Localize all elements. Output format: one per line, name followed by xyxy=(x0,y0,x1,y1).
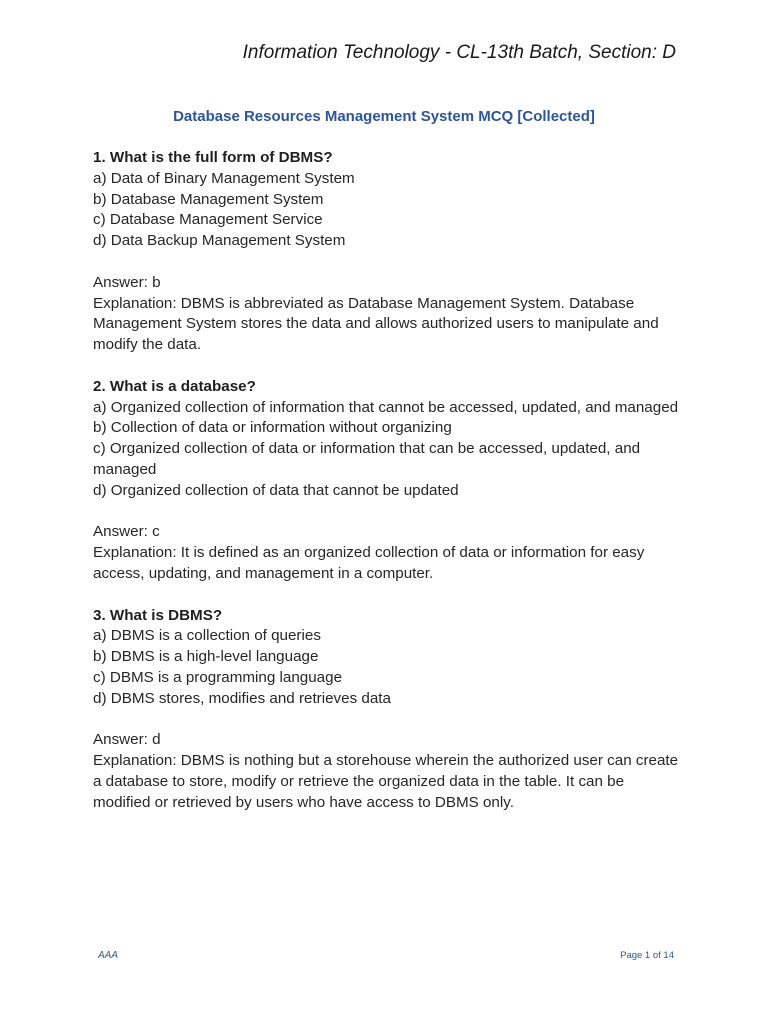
answer-block-1 xyxy=(93,273,681,356)
page-number: Page 1 of 14 xyxy=(620,950,674,961)
question-block-1 xyxy=(93,148,681,252)
footer-label: AAA xyxy=(98,950,119,961)
answer-block-2 xyxy=(93,522,681,584)
option-d: d) DBMS stores, modifies and retrieves data xyxy=(93,689,391,707)
answer-text: Answer: d xyxy=(93,731,161,749)
question-title: 2. What is a database? xyxy=(93,377,256,395)
explanation-text: Explanation: DBMS is abbreviated as Database Management System. Database Management System stores the data and allows authorized users to manipulate and modify the data. xyxy=(93,294,659,354)
option-b: b) Database Management System xyxy=(93,190,324,208)
option-b: b) DBMS is a high-level language xyxy=(93,648,319,666)
option-a: a) DBMS is a collection of queries xyxy=(93,627,321,645)
option-c: c) DBMS is a programming language xyxy=(93,668,343,686)
explanation-text: Explanation: It is defined as an organized collection of data or information for easy access, updating, and management in a computer. xyxy=(93,544,645,582)
question-block-2 xyxy=(93,377,681,502)
answer-text: Answer: c xyxy=(93,523,160,541)
option-a: a) Data of Binary Management System xyxy=(93,169,355,187)
answer-block-3 xyxy=(93,730,681,813)
document-body xyxy=(93,148,681,834)
explanation-text: Explanation: DBMS is nothing but a storehouse wherein the authorized user can create a database to store, modify or retrieve the organized data in the table. It can be modified or retrieved by users who have access to DBMS only. xyxy=(93,752,679,811)
page-header: Information Technology - CL-13th Batch, Section: D xyxy=(242,42,676,63)
question-title: 1. What is the full form of DBMS? xyxy=(93,149,333,166)
option-b: b) Collection of data or information without organizing xyxy=(93,419,452,437)
question-title: 3. What is DBMS? xyxy=(93,606,223,624)
answer-text: Answer: b xyxy=(93,273,161,291)
question-block-3 xyxy=(93,606,681,710)
option-d: d) Organized collection of data that cannot be updated xyxy=(93,481,459,499)
option-a: a) Organized collection of information that cannot be accessed, updated, and managed xyxy=(93,398,679,416)
option-c: c) Database Management Service xyxy=(93,211,323,229)
option-d: d) Data Backup Management System xyxy=(93,232,346,250)
document-title: Database Resources Management System MCQ [Collected] xyxy=(173,108,595,125)
option-c: c) Organized collection of data or information that can be accessed, updated, and managed xyxy=(93,440,641,478)
